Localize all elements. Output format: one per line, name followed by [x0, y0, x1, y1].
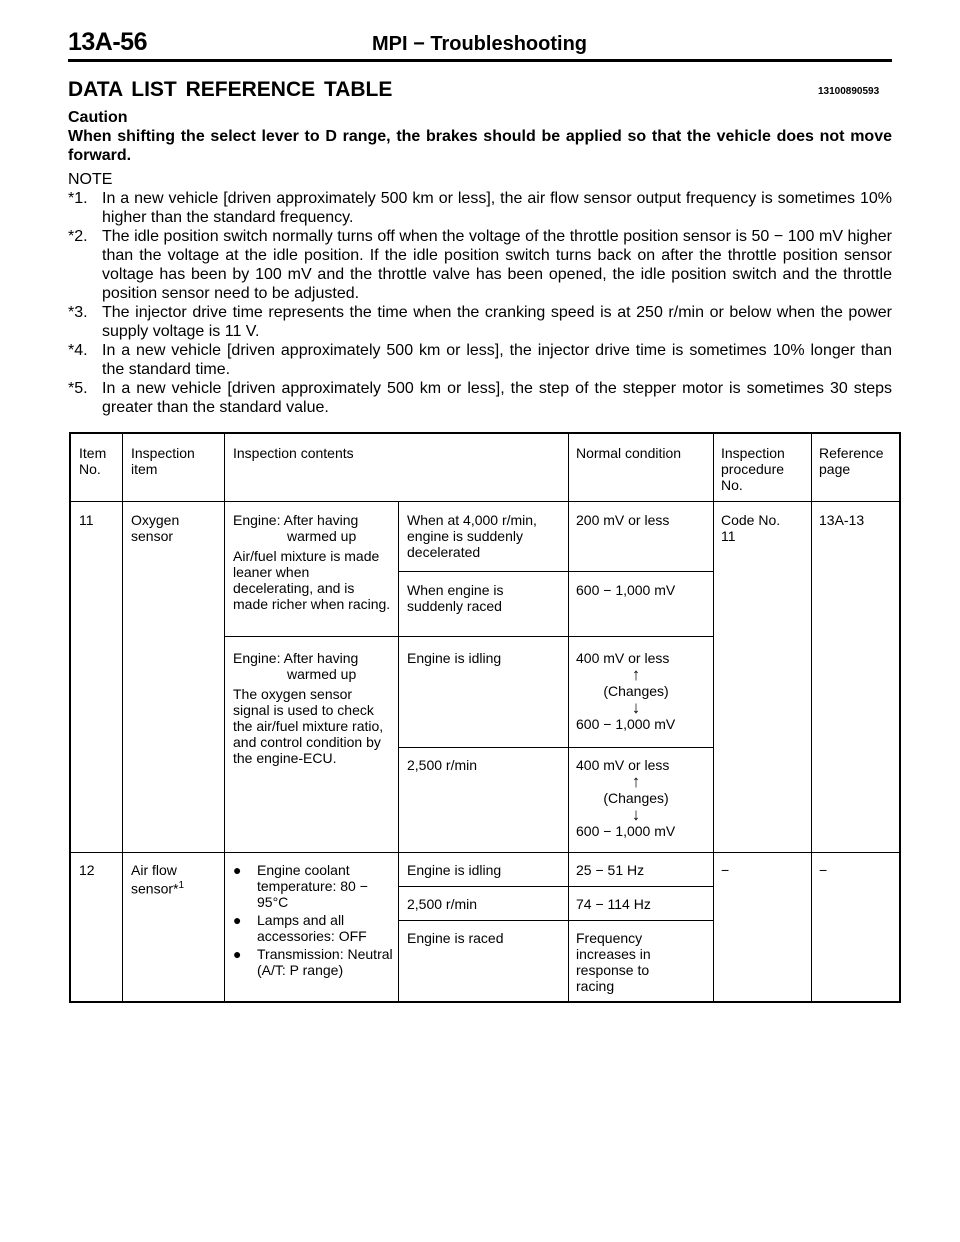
row11-procedure: Code No. 11 [721, 512, 781, 544]
row11-reference: 13A-13 [819, 512, 865, 528]
row12-item-no: 12 [79, 862, 95, 878]
row-divider [398, 571, 713, 572]
col-divider [122, 434, 123, 1001]
note-item [68, 303, 892, 341]
arrow-up-icon: ↑ [631, 665, 641, 684]
row-divider [71, 501, 899, 502]
note-item [68, 227, 892, 303]
row11-item: Oxygen sensor [131, 512, 180, 544]
group-description: Air/fuel mixture is made leaner when decelerating, and is made richer when racing. [233, 548, 391, 612]
note-text: The injector drive time represents the time when the cranking speed is at 250 r/min or below when the power supply voltage is 11 V. [102, 304, 892, 340]
bullet-text: Lamps and all accessories: OFF [257, 912, 367, 944]
note-mark: *1. [68, 190, 88, 207]
row11-g1-condition1: When at 4,000 r/min, engine is suddenly decelerated [407, 512, 537, 560]
note-mark: *3. [68, 304, 88, 321]
group-description: The oxygen sensor signal is used to check the air/fuel mixture ratio, and control condition by the engine-ECU. [233, 686, 384, 766]
note-mark: *2. [68, 228, 88, 245]
header-normal-condition: Normal condition [576, 445, 682, 461]
row-divider [71, 852, 899, 853]
row11-g2-condition2: 2,500 r/min [407, 757, 478, 773]
arrow-down-icon: ↓ [631, 805, 641, 824]
col-divider [713, 434, 714, 1001]
arrow-up-icon: ↑ [631, 772, 641, 791]
col-divider [568, 434, 569, 1001]
condition-bullet [233, 862, 393, 910]
row-divider [398, 747, 713, 748]
note-text: In a new vehicle [driven approximately 500 km or less], the air flow sensor output frequency is sometimes 10% higher than the standard frequency. [102, 190, 892, 226]
note-item [68, 189, 892, 227]
col-divider [224, 434, 225, 1001]
bullet-icon: ● [233, 862, 242, 878]
row12-item-sup: 1 [178, 880, 185, 891]
row12-procedure: − [721, 862, 730, 878]
bullet-icon: ● [233, 912, 242, 928]
row11-group2-contents [233, 650, 391, 766]
header-item-no: Item No. [79, 445, 107, 477]
arrow-down-icon: ↓ [631, 698, 641, 717]
note-label: NOTE [68, 171, 113, 188]
row11-g2-normal-b [576, 757, 696, 839]
normal-bottom: 600 − 1,000 mV [576, 823, 676, 839]
section-title: DATA LIST REFERENCE TABLE [68, 78, 393, 101]
row12-normal3: Frequency increases in response to racing [576, 930, 651, 994]
row-divider [398, 886, 713, 887]
normal-top: 400 mV or less [576, 650, 670, 666]
bullet-text: Engine coolant temperature: 80 − 95°C [257, 862, 368, 910]
note-mark: *5. [68, 380, 88, 397]
bullet-icon: ● [233, 946, 242, 962]
row11-group1-contents [233, 512, 391, 612]
caution-label: Caution [68, 109, 128, 126]
note-block [68, 170, 892, 417]
normal-top: 400 mV or less [576, 757, 670, 773]
page-title: MPI − Troubleshooting [372, 33, 587, 55]
note-mark: *4. [68, 342, 88, 359]
col-divider [811, 434, 812, 1001]
row11-g1-condition2: When engine is suddenly raced [407, 582, 504, 614]
note-text: The idle position switch normally turns off when the voltage of the throttle position sensor is 50 − 100 mV higher than the voltage at the idle position. If the idle position switch turns back on after the throttle position sensor voltage has been by 100 mV and the throttle valve has been opened, the idle position switch and the throttle position sensor need to be adjusted. [102, 228, 892, 302]
row12-reference: − [819, 862, 828, 878]
col-divider [398, 502, 399, 1001]
header-inspection-item: Inspection item [131, 445, 195, 477]
normal-bottom: 600 − 1,000 mV [576, 716, 676, 732]
header-reference-page: Reference page [819, 445, 884, 477]
note-item [68, 379, 892, 417]
caution-block [68, 108, 892, 165]
row12-condition2: 2,500 r/min [407, 896, 478, 912]
condition-bullet [233, 912, 393, 944]
row12-normal2: 74 − 114 Hz [576, 896, 651, 912]
header-procedure-no: Inspection procedure No. [721, 445, 785, 493]
row-divider [398, 920, 713, 921]
row11-g2-condition1: Engine is idling [407, 650, 502, 666]
header-rule [68, 59, 892, 62]
data-list-table [69, 432, 901, 1003]
row-divider [224, 636, 713, 637]
engine-condition: Engine: After having warmed up [233, 512, 359, 544]
bullet-text: Transmission: Neutral (A/T: P range) [257, 946, 393, 978]
row12-contents [233, 862, 393, 978]
row12-condition1: Engine is idling [407, 862, 502, 878]
row11-g2-normal-a [576, 650, 696, 732]
page-number: 13A-56 [68, 28, 147, 56]
note-text: In a new vehicle [driven approximately 500 km or less], the step of the stepper motor is sometimes 30 steps greater than the standard value. [102, 380, 892, 416]
condition-bullet [233, 946, 393, 978]
engine-condition: Engine: After having warmed up [233, 650, 359, 682]
row11-item-no: 11 [79, 512, 94, 528]
row12-normal1: 25 − 51 Hz [576, 862, 645, 878]
normal-changes: (Changes) [603, 790, 669, 806]
note-item [68, 341, 892, 379]
row11-g1-normal1: 200 mV or less [576, 512, 670, 528]
normal-changes: (Changes) [603, 683, 669, 699]
caution-text: When shifting the select lever to D range, the brakes should be applied so that the vehicle does not move forward. [68, 128, 892, 164]
note-text: In a new vehicle [driven approximately 500 km or less], the injector drive time is sometimes 10% longer than the standard time. [102, 342, 892, 378]
section-code: 13100890593 [818, 86, 880, 97]
row12-item [131, 862, 211, 897]
row11-g1-normal2: 600 − 1,000 mV [576, 582, 676, 598]
header-inspection-contents: Inspection contents [233, 445, 354, 461]
row12-condition3: Engine is raced [407, 930, 504, 946]
row12-item-label: Air flow sensor* [131, 862, 179, 897]
